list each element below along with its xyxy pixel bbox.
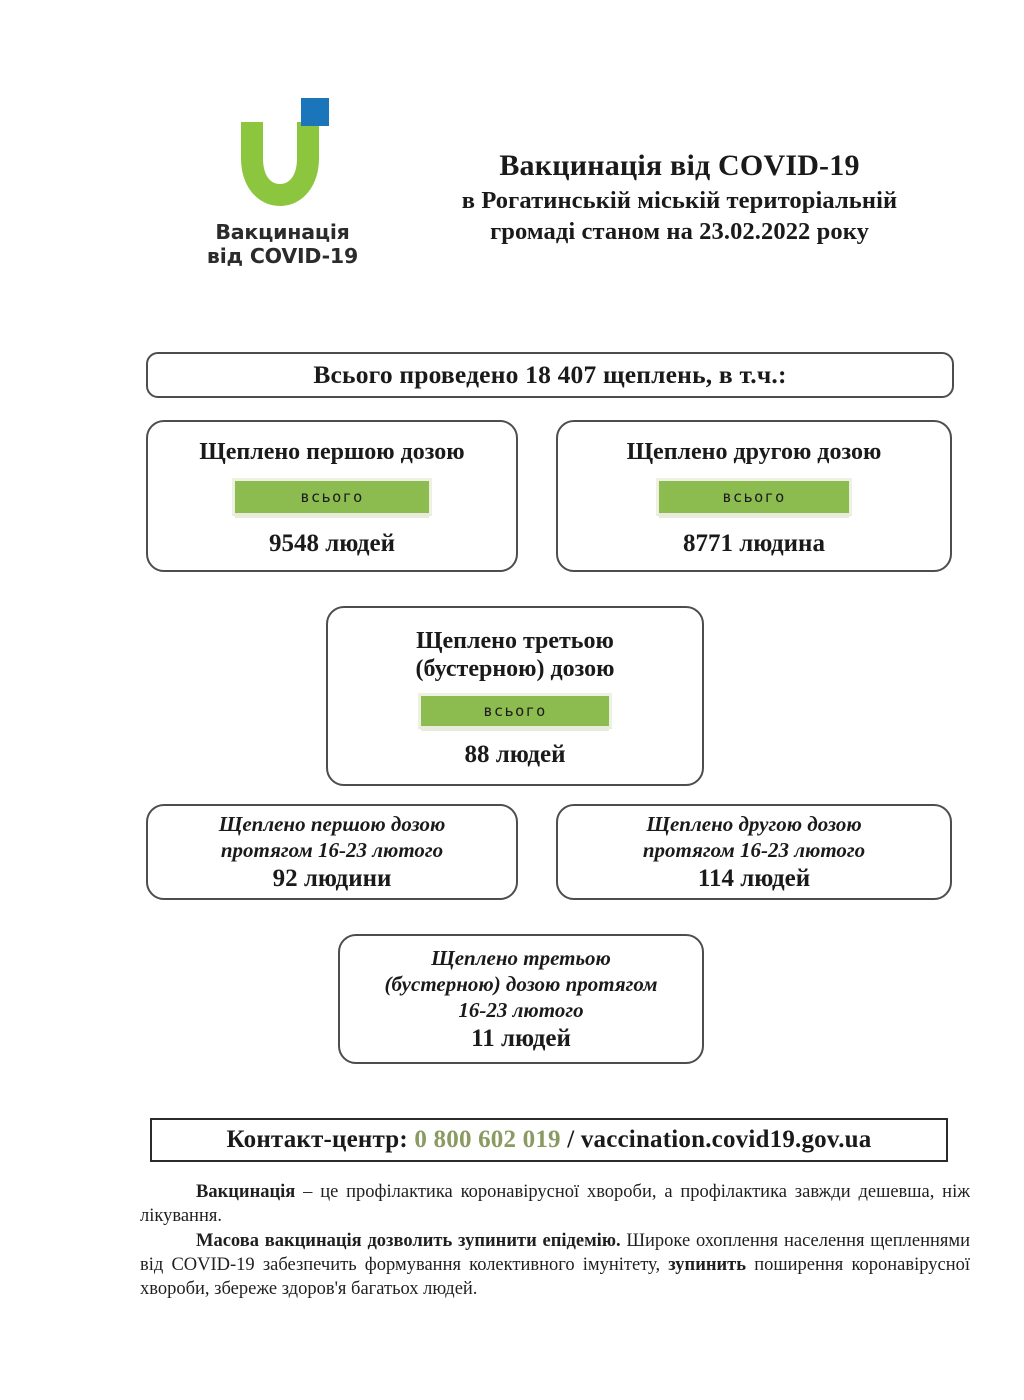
card-first-dose-week	[146, 804, 518, 900]
contact-center-label: Контакт-центр:	[226, 1126, 408, 1153]
card-second-dose-value: 8771 людина	[683, 530, 825, 558]
logo-caption	[207, 220, 358, 268]
card-booster-dose-week-title-line2: (бустерною) дозою протягом	[384, 971, 658, 996]
footer-p1-lead: Вакцинація	[196, 1182, 296, 1202]
card-first-dose-week-value: 92 людини	[272, 865, 392, 893]
card-booster-dose-title-line2: (бустерною) дозою	[415, 656, 615, 682]
card-booster-dose-week	[338, 934, 704, 1064]
total-vaccinations-text: Всього проведено 18 407 щеплень, в т.ч.:	[313, 360, 787, 389]
card-second-dose-week-title-line1: Щеплено другою дозою	[646, 811, 862, 836]
footer-p2-end: поширення коронавірусної хвороби, збереже здоров'я багатьох людей.	[140, 1255, 970, 1299]
contact-center-phone[interactable]: 0 800 602 019	[414, 1126, 561, 1153]
footer-p2-bold: зупинить	[668, 1255, 747, 1276]
card-first-dose-week-title-line2: протягом 16-23 лютого	[220, 838, 444, 862]
card-first-dose-total	[146, 420, 518, 572]
contact-center-bar	[150, 1118, 948, 1162]
card-booster-dose-total	[326, 606, 704, 786]
card-first-dose-week-title-line1: Щеплено першою дозою	[218, 811, 446, 836]
total-vaccinations-banner	[146, 352, 954, 398]
card-booster-dose-week-title-line3: 16-23 лютого	[458, 998, 584, 1023]
card-second-dose-week-value: 114 людей	[697, 865, 811, 893]
footer-paragraph-1	[140, 1181, 970, 1228]
card-second-dose-week-title	[643, 811, 865, 863]
card-first-dose-title: Щеплено першою дозою	[199, 438, 465, 465]
footer-p2-mid: Широке охоплення населення щепленнями від COVID-19 забезпечить формування колективного імунітету,	[140, 1231, 970, 1276]
footer-p1-rest: – це профілактика коронавірусної хвороби, а профілактика завжди дешевша, ніж лікування.	[140, 1182, 970, 1226]
contact-center-separator: /	[567, 1126, 575, 1153]
logo-caption-line2: від COVID-19	[206, 244, 359, 269]
badge-total-booster-dose: всього	[418, 693, 612, 729]
page-title-line1: Вакцинація від COVID-19	[499, 149, 860, 182]
footer-paragraph-2	[140, 1230, 970, 1301]
card-first-dose-week-title	[219, 811, 446, 863]
footer-p2-lead: Масова вакцинація дозволить зупинити епідемію.	[196, 1231, 621, 1252]
card-booster-dose-title	[416, 627, 615, 684]
card-first-dose-value: 9548 людей	[268, 530, 396, 558]
page-title-line3: громаді станом на 23.02.2022 року	[490, 218, 869, 246]
card-second-dose-week-title-line2: протягом 16-23 лютого	[642, 838, 866, 862]
page-title	[395, 148, 1024, 248]
card-second-dose-title: Щеплено другою дозою	[626, 438, 882, 465]
badge-total-second-dose: всього	[656, 478, 852, 516]
badge-total-first-dose: всього	[232, 478, 432, 516]
card-booster-dose-week-value: 11 людей	[471, 1025, 571, 1053]
card-booster-dose-week-title	[384, 945, 657, 1023]
contact-center-website[interactable]: vaccination.covid19.gov.ua	[580, 1126, 872, 1153]
vaccination-v-logo-icon	[223, 96, 343, 214]
footer-text	[140, 1181, 970, 1303]
contact-center-text	[227, 1126, 872, 1154]
logo-caption-line1: Вакцинація	[215, 220, 350, 244]
card-second-dose-total	[556, 420, 952, 572]
page-title-line2: в Рогатинській міській територіальній	[461, 186, 898, 214]
card-booster-dose-week-title-line1: Щеплено третьою	[431, 945, 611, 970]
card-second-dose-week	[556, 804, 952, 900]
card-booster-dose-value: 88 людей	[464, 741, 566, 769]
page-header	[0, 96, 1024, 296]
logo-block	[180, 96, 385, 268]
card-booster-dose-title-line1: Щеплено третьою	[416, 627, 614, 654]
